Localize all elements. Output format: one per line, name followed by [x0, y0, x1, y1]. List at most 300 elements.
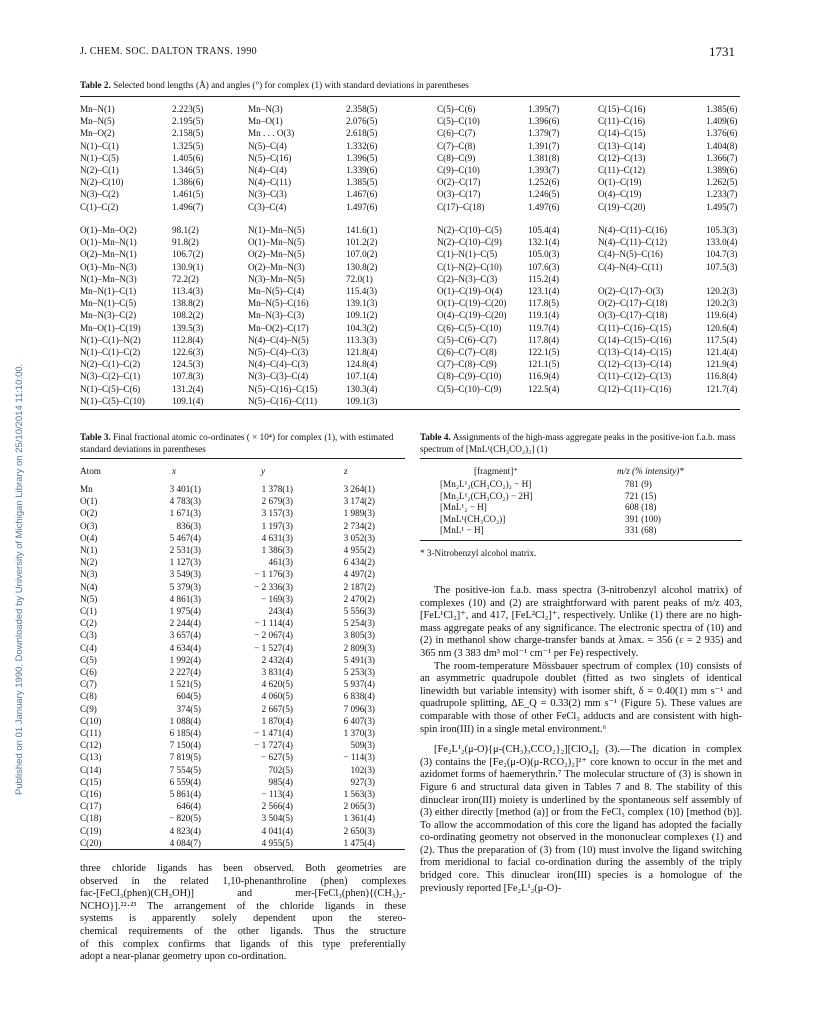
atom-label: Mn	[80, 484, 93, 494]
coordinate-value: 5 467(4)	[169, 532, 201, 543]
atom-label: C(20)	[80, 837, 102, 848]
bond-value: 1.381(8)	[528, 152, 560, 163]
fragment-label: [MnL¹ − H]	[440, 525, 484, 536]
table2-bottom-rule	[80, 409, 740, 410]
bond-value: 121.1(5)	[528, 359, 560, 370]
running-header: J. CHEM. SOC. DALTON TRANS. 1990	[80, 46, 257, 57]
bond-label: C(12)–C(13)	[598, 152, 646, 163]
coordinate-value: 3 805(3)	[343, 630, 375, 641]
bond-label: N(3)–C(2)	[80, 189, 119, 200]
text-line: adopt a near-planar geometry upon co-ordination.	[80, 951, 287, 963]
bond-label: N(1)–C(5)–C(10)	[80, 395, 145, 406]
bond-label: N(3)–C(2)–C(1)	[80, 371, 141, 382]
table3-label: Table 3.	[80, 432, 111, 442]
bond-value: 2.158(5)	[172, 128, 204, 139]
coordinate-value: 5 491(3)	[343, 654, 375, 665]
bond-label: O(2)–C(17)–O(3)	[598, 286, 664, 296]
bond-label: C(14)–C(15)–C(16)	[598, 334, 672, 345]
bond-value: 1.332(6)	[346, 140, 378, 151]
bond-label: C(12)–C(13)–C(14)	[598, 359, 672, 370]
coordinate-value: − 113(4)	[261, 789, 293, 799]
coordinate-value: 3 174(2)	[343, 496, 375, 507]
bond-value: 1.339(6)	[346, 165, 378, 175]
bond-label: O(1)–Mn–N(3)	[80, 261, 137, 272]
coordinate-value: 836(3)	[176, 520, 201, 531]
bond-value: 1.396(6)	[528, 116, 560, 127]
table4-col-fragment: [fragment]⁺	[474, 466, 519, 476]
coordinate-value: − 2 067(4)	[254, 630, 293, 641]
bond-value: 133.0(4)	[706, 237, 738, 248]
paragraph-fab-spectra: The positive-ion f.a.b. mass spectra (3-nitrobenzyl alcohol matrix) of complexes (10) and (2) are straightforward with parent peaks of m/z 403, [FeL¹Cl₂]⁺, and 417, [FeL²Cl₂]⁺, respectively. Unlike (1) there are no high-mass aggregate peaks of any significance. The electronic spectra of (10) and (2) in methanol show charge-transfer bands at λmax. = 356 (ε = 2 935) and 365 nm (3 383 dm³ mol⁻¹ cm⁻¹ per Fe) respectively.	[420, 585, 742, 659]
fragment-label: [Mn₂L¹₂(CH₃CO₂)₂ − H]	[440, 479, 532, 489]
bond-label: C(7)–C(8)–C(9)	[437, 359, 497, 370]
bond-value: 109.1(4)	[172, 395, 204, 406]
atom-label: C(3)	[80, 630, 97, 641]
bond-value: 117.8(5)	[528, 298, 560, 309]
left-body-text	[80, 863, 406, 964]
right-body-text	[420, 585, 742, 895]
coordinate-value: 2 187(2)	[343, 581, 375, 592]
bond-label: Mn–N(5)–C(16)	[248, 298, 309, 309]
bond-value: 130.8(2)	[346, 261, 378, 272]
bond-label: C(17)–C(18)	[437, 201, 485, 212]
atom-label: C(14)	[80, 764, 102, 775]
bond-label: Mn–N(1)–C(1)	[80, 286, 137, 296]
mz-value: 608 (18)	[625, 502, 657, 513]
table4-caption	[420, 432, 742, 455]
table3-caption-text: Final fractional atomic co-ordinates ( × 10⁴) for complex (1), with estimated standard deviations in parentheses	[80, 432, 394, 454]
coordinate-value: 2 667(5)	[261, 703, 293, 714]
bond-value: 2.076(5)	[346, 116, 378, 127]
coordinate-value: 4 631(3)	[261, 532, 293, 543]
bond-value: 121.9(4)	[706, 359, 738, 370]
atom-label: O(3)	[80, 520, 98, 531]
bond-value: 1.405(6)	[172, 152, 204, 163]
table4-bottom-rule	[420, 540, 742, 541]
bond-label: C(1)–N(1)–C(5)	[437, 249, 498, 260]
atom-label: O(1)	[80, 496, 98, 507]
text-line: three chloride ligands has been observed. Both geometries are	[80, 863, 406, 874]
atom-label: C(15)	[80, 776, 102, 787]
bond-value: 122.1(5)	[528, 347, 560, 357]
bond-value: 122.5(4)	[528, 383, 560, 394]
table2-caption-text: Selected bond lengths (Å) and angles (°) for complex (1) with standard deviations in parentheses	[110, 80, 469, 90]
bond-value: 122.6(3)	[172, 347, 204, 357]
bond-value: 1.393(7)	[528, 165, 560, 175]
bond-label: N(1)–C(1)–N(2)	[80, 334, 141, 345]
coordinate-value: 1 088(4)	[169, 715, 201, 726]
table3-top-rule	[80, 458, 405, 459]
bond-value: 112.8(4)	[172, 334, 204, 345]
bond-value: 120.2(3)	[706, 286, 738, 296]
table3-bottom-rule	[80, 849, 405, 850]
bond-label: C(2)–N(3)–C(3)	[437, 273, 498, 284]
coordinate-value: 4 620(5)	[261, 679, 293, 690]
bond-label: N(3)–C(3)–C(4)	[248, 371, 309, 382]
coordinate-value: − 1 727(4)	[254, 740, 293, 751]
coordinate-value: 5 379(3)	[169, 581, 201, 592]
bond-label: C(8)–C(9)–C(10)	[437, 371, 502, 382]
paragraph-mossbauer: The room-temperature Mössbauer spectrum of complex (10) consists of an asymmetric quadrupole doublet (fitted as two singlets of identical linewidth but variable intensity) with isomer shift, δ = 0.40(1) mm s⁻¹ and quadrupole splitting, ΔE_Q = 0.33(2) mm s⁻¹ (Figure 5). These values are comparable with those of other FeCl₃ adducts and are consistent with high-spin iron(III) in a single metal environment.⁶	[420, 660, 742, 735]
atom-label: C(13)	[80, 752, 102, 763]
bond-label: Mn–N(3)–C(3)	[248, 310, 305, 321]
atom-label: C(2)	[80, 618, 97, 629]
coordinate-value: 4 497(2)	[343, 569, 375, 580]
coordinate-value: 4 084(7)	[169, 837, 201, 848]
bond-label: N(5)–C(4)–C(3)	[248, 347, 309, 357]
coordinate-value: 1 671(3)	[169, 508, 201, 519]
bond-value: 107.5(3)	[706, 261, 738, 272]
fragment-label: [MnL¹₂ − H]	[440, 502, 487, 513]
coordinate-value: 5 937(4)	[343, 679, 375, 690]
coordinate-value: 3 831(4)	[261, 667, 293, 677]
coordinate-value: 243(4)	[268, 606, 293, 616]
atom-label: C(10)	[80, 715, 102, 726]
bond-value: 107.0(2)	[346, 249, 378, 260]
bond-label: C(19)–C(20)	[598, 201, 646, 212]
bond-label: O(1)–C(19)–C(20)	[437, 298, 507, 309]
bond-label: Mn–N(1)	[80, 104, 115, 114]
coordinate-value: 509(3)	[350, 740, 375, 751]
bond-value: 1.366(7)	[706, 152, 738, 163]
bond-value: 124.8(4)	[346, 359, 378, 370]
coordinate-value: 7 554(5)	[169, 764, 201, 775]
table2-caption	[80, 80, 740, 92]
bond-label: N(1)–C(1)–C(2)	[80, 347, 141, 357]
atom-label: O(2)	[80, 508, 98, 519]
bond-value: 1.461(5)	[172, 189, 204, 200]
bond-label: O(1)–Mn–O(2)	[80, 225, 137, 235]
bond-label: N(5)–C(16)	[248, 152, 292, 163]
text-line: chemical requirements of the other ligands. Thus the structure	[80, 925, 406, 937]
table3-col-x: x	[172, 466, 177, 476]
bond-label: C(7)–C(8)	[437, 140, 476, 151]
bond-value: 131.2(4)	[172, 383, 204, 394]
bond-label: C(3)–C(4)	[248, 201, 287, 212]
atom-label: C(5)	[80, 654, 97, 665]
coordinate-value: 1 870(4)	[261, 715, 293, 726]
bond-label: N(2)–C(1)–C(2)	[80, 359, 141, 370]
bond-value: 91.8(2)	[172, 237, 199, 248]
coordinate-value: 3 052(3)	[343, 532, 375, 543]
bond-value: 1.404(8)	[706, 140, 738, 151]
bond-label: C(11)–C(12)–C(13)	[598, 371, 672, 382]
coordinate-value: 3 657(4)	[169, 630, 201, 641]
bond-value: 1.346(5)	[172, 165, 204, 175]
atom-label: C(8)	[80, 691, 97, 702]
bond-value: 109.1(3)	[346, 395, 378, 406]
bond-label: N(4)–C(4)–N(5)	[248, 334, 309, 345]
coordinate-value: 1 386(3)	[261, 545, 293, 555]
atom-label: C(11)	[80, 728, 102, 738]
bond-label: N(4)–C(11)–C(16)	[598, 225, 668, 235]
bond-label: O(4)–C(19)	[598, 189, 642, 200]
bond-label: O(1)–C(19)–O(4)	[437, 286, 503, 296]
bond-label: Mn–N(5)	[80, 116, 115, 127]
bond-label: Mn–N(3)	[248, 104, 283, 114]
bond-value: 119.6(4)	[706, 310, 738, 321]
bond-label: N(2)–C(10)–C(9)	[437, 237, 502, 248]
coordinate-value: 4 861(3)	[169, 593, 201, 604]
bond-value: 130.3(4)	[346, 383, 378, 394]
bond-value: 1.496(7)	[172, 201, 204, 212]
text-line: systems is apparently solely dependent upon the stereo-	[80, 913, 406, 925]
coordinate-value: 646(4)	[176, 801, 201, 812]
coordinate-value: 1 975(4)	[169, 606, 201, 616]
table4-caption-text: Assignments of the high-mass aggregate peaks in the positive-ion f.a.b. mass spectrum of [MnL¹(CH₃CO₂)₂] (1)	[420, 432, 736, 454]
bond-value: 2.618(5)	[346, 128, 378, 139]
coordinate-value: 702(5)	[268, 764, 293, 775]
bond-label: C(5)–C(10)	[437, 116, 480, 127]
bond-value: 1.389(6)	[706, 165, 738, 175]
coordinate-value: 6 559(4)	[169, 776, 201, 787]
bond-label: C(11)–C(16)–C(15)	[598, 322, 672, 333]
coordinate-value: − 820(5)	[169, 813, 201, 824]
bond-value: 141.6(1)	[346, 225, 378, 235]
bond-value: 121.7(4)	[706, 383, 738, 394]
bond-label: C(1)–N(2)–C(10)	[437, 261, 502, 272]
coordinate-value: − 627(5)	[261, 752, 293, 763]
atom-label: N(4)	[80, 581, 98, 592]
bond-label: O(1)–Mn–N(5)	[248, 237, 305, 248]
bond-label: Mn . . . O(3)	[248, 128, 295, 139]
atom-label: N(2)	[80, 557, 98, 568]
bond-value: 116.9(4)	[528, 371, 560, 382]
bond-value: 105.3(3)	[706, 225, 738, 235]
bond-value: 120.6(4)	[706, 322, 738, 333]
bond-label: O(4)–C(19)–C(20)	[437, 310, 507, 321]
bond-value: 1.385(6)	[706, 104, 738, 114]
coordinate-value: 4 041(4)	[261, 825, 293, 836]
mz-value: 391 (100)	[625, 513, 661, 524]
bond-value: 117.8(4)	[528, 334, 560, 345]
bond-value: 1.497(6)	[528, 201, 560, 212]
coordinate-value: 1 563(3)	[343, 789, 375, 799]
bond-label: C(8)–C(9)	[437, 152, 476, 163]
bond-label: N(2)–C(1)	[80, 165, 119, 175]
bond-label: C(11)–C(12)	[598, 165, 646, 175]
bond-value: 2.223(5)	[172, 104, 204, 114]
table4-top-rule	[420, 458, 742, 459]
text-line: observed in the related 1,10-phenanthroline (phen) complexes	[80, 875, 406, 887]
bond-label: O(2)–Mn–N(1)	[80, 249, 137, 260]
mz-value: 331 (68)	[625, 525, 657, 536]
atom-label: C(19)	[80, 825, 102, 836]
coordinate-value: 4 823(4)	[169, 825, 201, 836]
bond-value: 1.262(5)	[706, 177, 738, 188]
bond-value: 1.325(5)	[172, 140, 204, 151]
coordinate-value: 927(3)	[350, 776, 375, 787]
bond-value: 120.2(3)	[706, 298, 738, 309]
bond-value: 1.396(5)	[346, 152, 378, 163]
bond-value: 107.6(3)	[528, 261, 560, 272]
bond-value: 1.495(7)	[706, 201, 738, 212]
coordinate-value: 1 521(5)	[169, 679, 201, 690]
bond-label: N(1)–C(5)	[80, 152, 119, 163]
coordinate-value: − 169(3)	[261, 593, 293, 604]
bond-label: N(1)–C(5)–C(6)	[80, 383, 141, 394]
table4-label: Table 4.	[420, 432, 451, 442]
coordinate-value: 1 475(4)	[343, 837, 375, 848]
coordinate-value: 1 370(3)	[343, 728, 375, 738]
bond-label: Mn–O(1)–C(19)	[80, 322, 141, 333]
bond-value: 139.1(3)	[346, 298, 378, 309]
fragment-label: [Mn₂L¹₂(CH₃CO₂) − 2H]	[440, 490, 533, 501]
bond-value: 1.246(5)	[528, 189, 560, 200]
atom-label: C(12)	[80, 740, 102, 751]
bond-label: C(6)–C(7)–C(8)	[437, 347, 497, 357]
coordinate-value: 4 783(3)	[169, 496, 201, 507]
bond-label: Mn–O(2)–C(17)	[248, 322, 309, 333]
bond-label: C(5)–C(6)–C(7)	[437, 334, 497, 345]
bond-value: 1.252(6)	[528, 177, 560, 188]
bond-value: 113.4(3)	[172, 286, 204, 296]
coordinate-value: 2 650(3)	[343, 825, 375, 836]
bond-value: 104.7(3)	[706, 249, 738, 260]
bond-label: C(6)–C(5)–C(10)	[437, 322, 502, 333]
bond-label: O(2)–C(17)	[437, 177, 481, 188]
bond-label: N(1)–Mn–N(3)	[80, 273, 137, 284]
bond-label: N(1)–C(1)	[80, 140, 119, 151]
bond-value: 121.8(4)	[346, 347, 378, 357]
bond-label: Mn–N(5)–C(4)	[248, 286, 305, 296]
coordinate-value: 3 549(3)	[169, 569, 201, 580]
coordinate-value: 374(5)	[176, 703, 201, 714]
coordinate-value: 604(5)	[176, 691, 201, 702]
coordinate-value: 7 096(3)	[343, 703, 375, 714]
bond-label: C(13)–C(14)–C(15)	[598, 347, 672, 357]
coordinate-value: 2 244(4)	[169, 618, 201, 629]
coordinate-value: 461(3)	[268, 557, 293, 568]
bond-value: 2.195(5)	[172, 116, 204, 127]
bond-label: O(3)–C(17)–C(18)	[598, 310, 668, 321]
coordinate-value: 2 734(2)	[343, 520, 375, 531]
bond-value: 1.385(5)	[346, 177, 378, 188]
coordinate-value: 6 185(4)	[169, 728, 201, 738]
coordinate-value: 6 838(4)	[343, 691, 375, 702]
bond-value: 2.358(5)	[346, 104, 378, 114]
coordinate-value: 6 434(2)	[343, 557, 375, 568]
bond-label: C(14)–C(15)	[598, 128, 646, 139]
bond-label: C(5)–C(10)–C(9)	[437, 383, 502, 394]
coordinate-value: 1 197(3)	[261, 520, 293, 531]
coordinate-value: − 2 336(3)	[254, 581, 293, 592]
bond-label: C(6)–C(7)	[437, 128, 476, 139]
atom-label: O(4)	[80, 532, 98, 543]
bond-label: O(2)–C(17)–C(18)	[598, 298, 668, 309]
atom-label: N(1)	[80, 545, 98, 555]
download-watermark: Published on 01 January 1990. Downloaded by University of Michigan Library on 25/10/2014 11:10:00.	[14, 363, 25, 795]
bond-value: 1.497(6)	[346, 201, 378, 212]
table2-top-rule	[80, 96, 740, 97]
bond-value: 106.7(2)	[172, 249, 204, 260]
coordinate-value: 2 227(4)	[169, 667, 201, 677]
coordinate-value: 7 150(4)	[169, 740, 201, 751]
coordinate-value: 1 992(4)	[169, 654, 201, 665]
coordinate-value: 7 819(5)	[169, 752, 201, 763]
fragment-label: [MnL¹(CH₃CO₂)]	[440, 513, 506, 524]
bond-label: O(2)–Mn–N(3)	[248, 261, 305, 272]
bond-label: N(5)–C(16)–C(15)	[248, 383, 318, 394]
coordinate-value: 2 531(3)	[169, 545, 201, 555]
bond-label: C(1)–C(2)	[80, 201, 119, 212]
table4-footnote: * 3-Nitrobenzyl alcohol matrix.	[420, 548, 537, 558]
atom-label: C(18)	[80, 813, 102, 824]
bond-value: 1.395(7)	[528, 104, 560, 114]
bond-label: C(11)–C(16)	[598, 116, 646, 127]
bond-label: N(1)–Mn–N(5)	[248, 225, 305, 235]
text-line: of this complex confirms that ligands of this type preferentially	[80, 938, 406, 950]
bond-value: 1.409(6)	[706, 116, 738, 127]
coordinate-value: 5 861(4)	[169, 789, 201, 799]
page-number: 1731	[709, 44, 735, 59]
bond-label: N(4)–C(4)–C(3)	[248, 359, 309, 370]
bond-label: N(2)–C(10)	[80, 177, 124, 188]
bond-value: 107.1(4)	[346, 371, 378, 382]
bond-value: 121.4(4)	[706, 347, 738, 357]
bond-value: 115.4(3)	[346, 286, 378, 296]
coordinate-value: 3 504(5)	[261, 813, 293, 824]
bond-label: N(4)–C(11)	[248, 177, 292, 188]
bond-label: O(2)–Mn–N(5)	[248, 249, 305, 260]
bond-value: 130.9(1)	[172, 261, 204, 272]
coordinate-value: 2 470(2)	[343, 593, 375, 604]
atom-label: N(3)	[80, 569, 98, 580]
bond-label: N(3)–Mn–N(5)	[248, 273, 305, 284]
coordinate-value: 4 955(2)	[343, 545, 375, 555]
bond-label: O(1)–Mn–N(1)	[80, 237, 137, 248]
table3-col-z: z	[344, 466, 348, 476]
coordinate-value: 2 679(3)	[261, 496, 293, 507]
bond-value: 113.3(3)	[346, 334, 378, 345]
coordinate-value: 1 989(3)	[343, 508, 375, 519]
bond-value: 101.2(2)	[346, 237, 378, 248]
bond-value: 139.5(3)	[172, 322, 204, 333]
coordinate-value: 2 432(4)	[261, 654, 293, 665]
coordinate-value: 4 634(4)	[169, 642, 201, 653]
bond-value: 116.8(4)	[706, 371, 738, 382]
text-line: fac-[FeCl₃(phen)(CH₃OH)] and mer-[FeCl₃(phen){(CH₃)₂-	[80, 888, 406, 900]
bond-value: 104.3(2)	[346, 322, 378, 333]
coordinate-value: 2 566(4)	[261, 801, 293, 812]
bond-label: N(4)–C(11)–C(12)	[598, 237, 668, 248]
coordinate-value: 5 556(3)	[343, 606, 375, 616]
bond-value: 105.0(3)	[528, 249, 560, 260]
mz-value: 721 (15)	[625, 490, 657, 501]
bond-label: Mn–O(1)	[248, 116, 283, 127]
atom-label: C(6)	[80, 667, 97, 677]
bond-label: O(3)–C(17)	[437, 189, 481, 200]
bond-value: 123.1(4)	[528, 286, 560, 296]
atom-label: C(1)	[80, 606, 97, 616]
bond-value: 72.0(1)	[346, 273, 373, 284]
bond-value: 124.5(3)	[172, 359, 204, 370]
coordinate-value: 985(4)	[268, 776, 293, 787]
table3-col-y: y	[261, 466, 266, 476]
atom-label: N(5)	[80, 593, 98, 604]
bond-value: 119.1(4)	[528, 310, 560, 321]
bond-value: 1.386(6)	[172, 177, 204, 188]
coordinate-value: − 1 527(4)	[254, 642, 293, 653]
bond-label: N(4)–C(4)	[248, 165, 287, 175]
bond-label: O(1)–C(19)	[598, 177, 642, 188]
atom-label: C(4)	[80, 642, 97, 653]
table3-col-atom: Atom	[80, 466, 101, 476]
bond-label: C(4)–N(4)–C(11)	[598, 261, 663, 272]
bond-value: 1.379(7)	[528, 128, 560, 139]
bond-value: 72.2(2)	[172, 273, 199, 284]
coordinate-value: 6 407(3)	[343, 715, 375, 726]
